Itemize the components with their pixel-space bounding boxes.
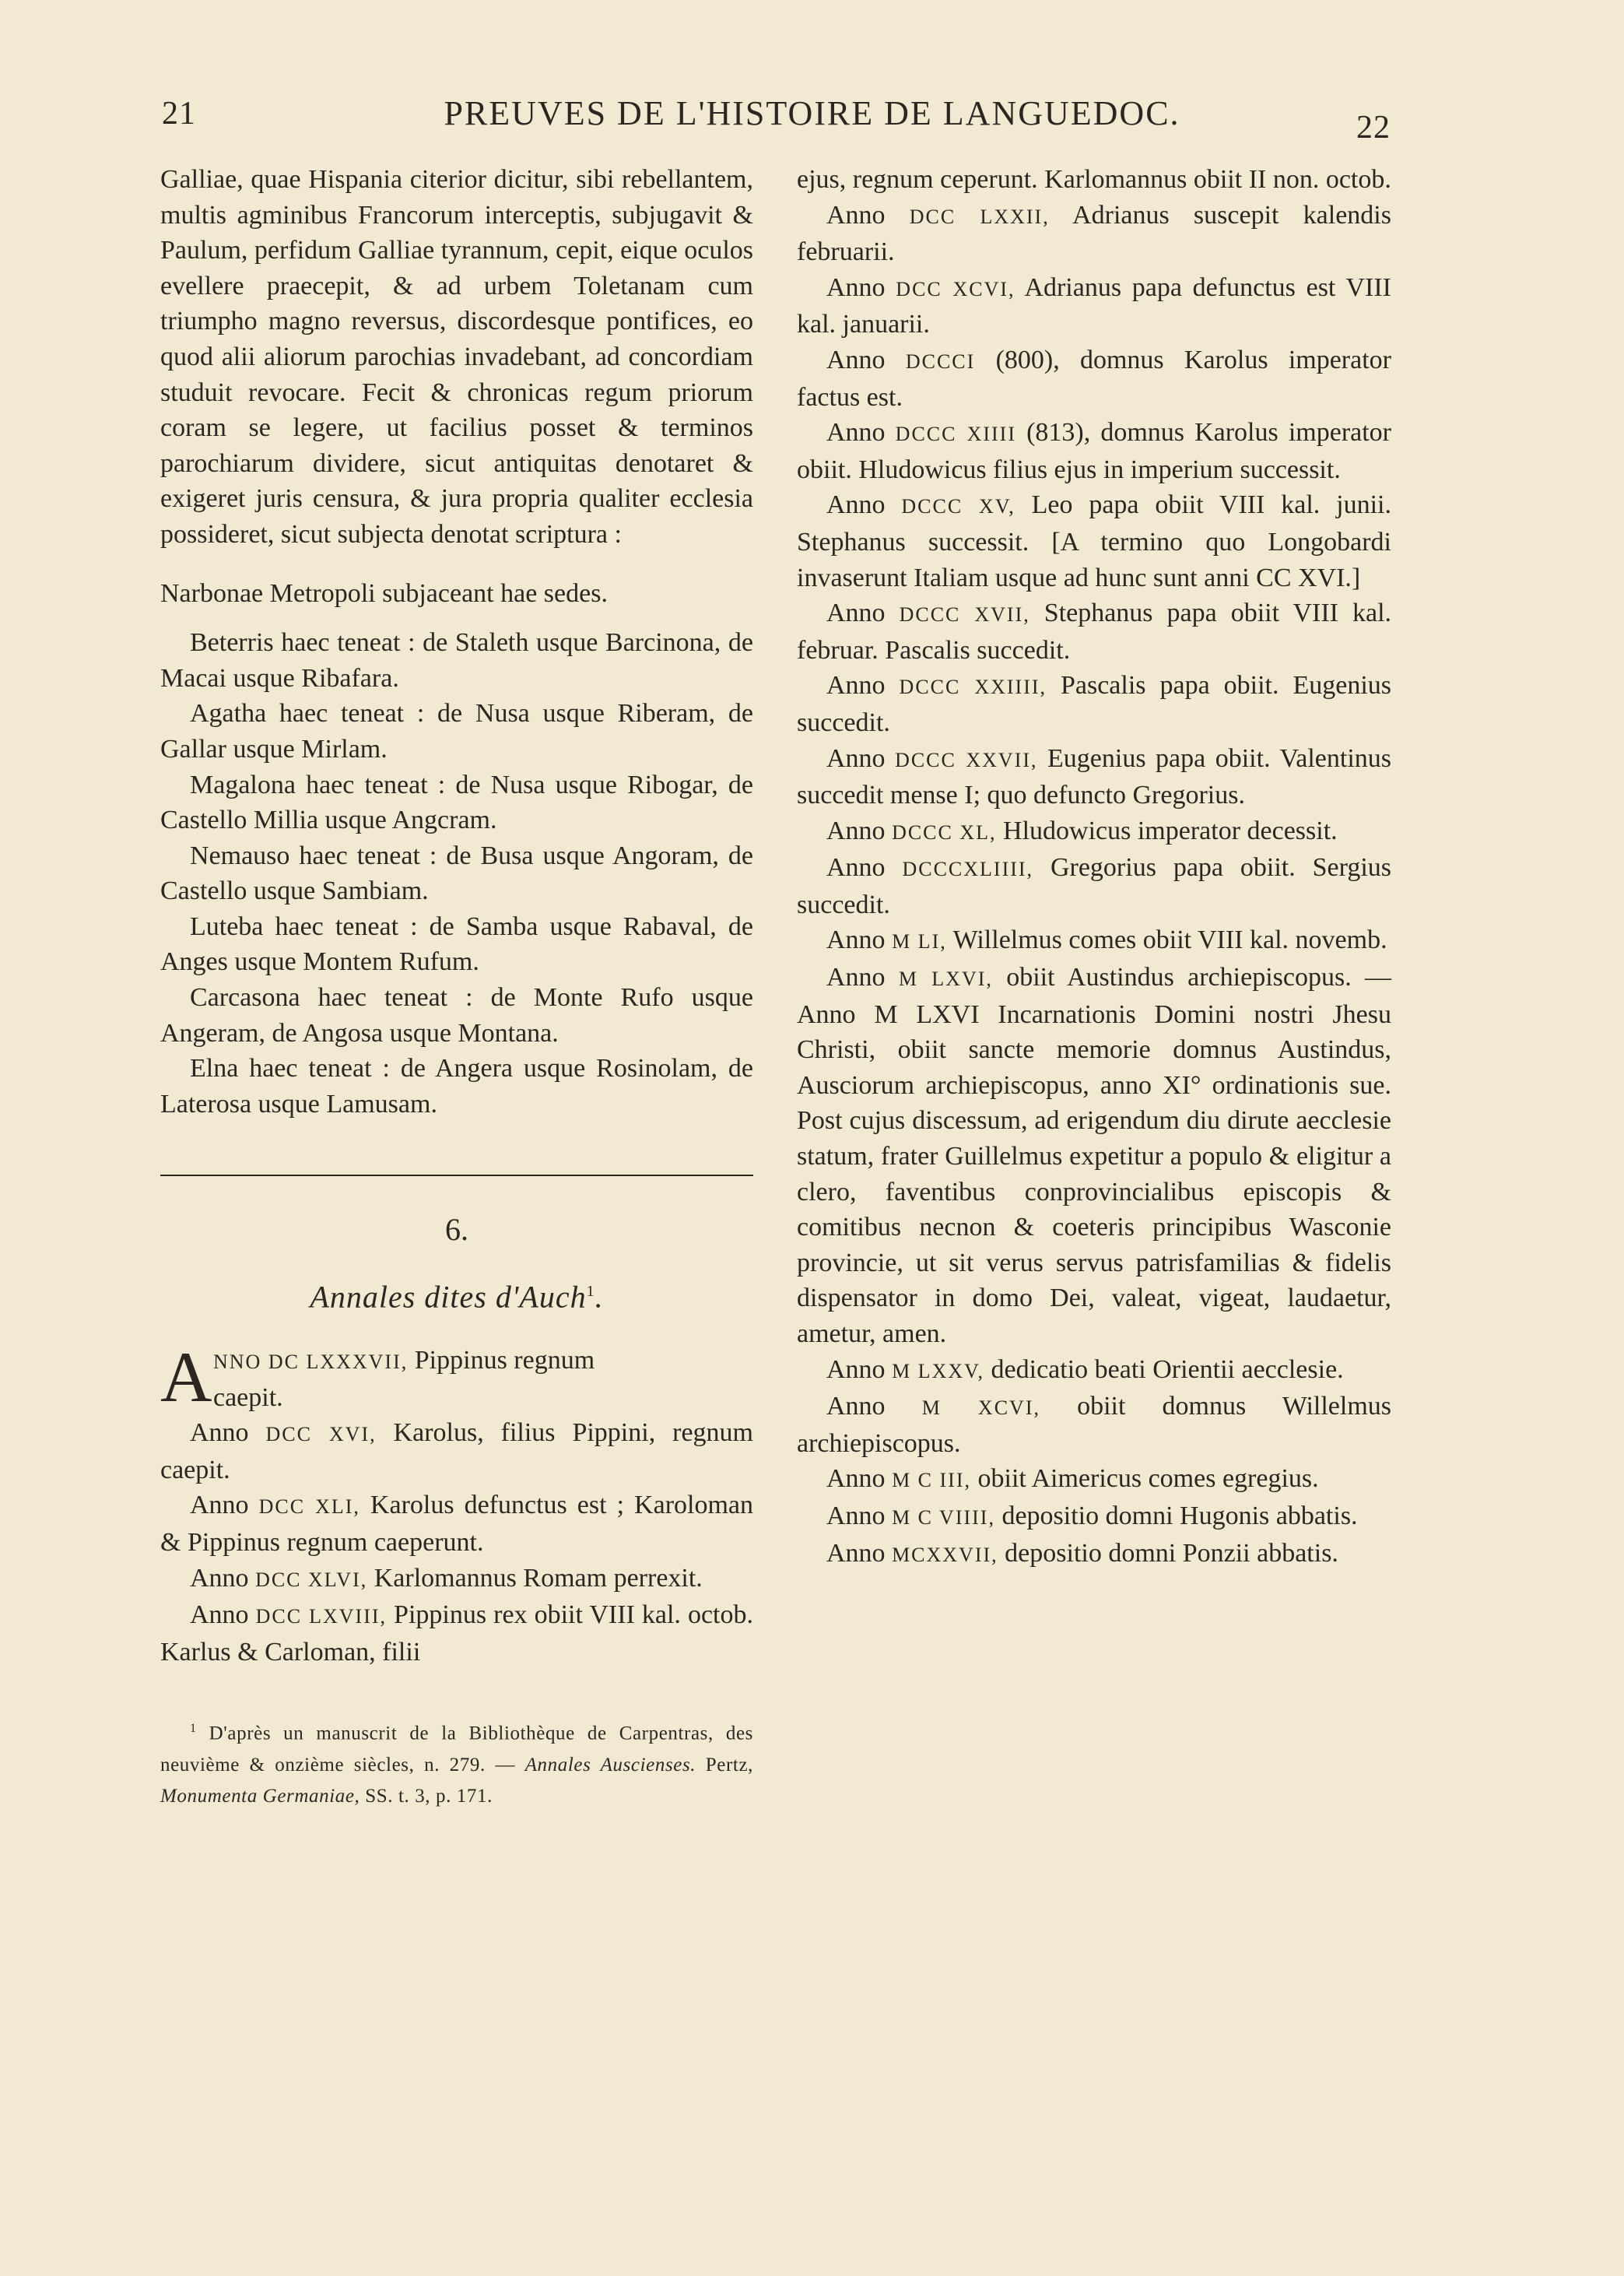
annal-text: Adrianus papa defunctus est VIII kal. januarii.: [797, 272, 1392, 339]
annal-text: obiit Austindus archiepiscopus. — Anno M LXVI Incarnationis Domini nostri Jhesu Christi, obiit sancte memorie domnus Austindus, Ausciorum archiepiscopus, anno XI° ordinationis sue. Post cujus discessum, ad erigendum diu dirute aecclesie statum, frater Guillelmus expetitur a populo & eligitur a clero, faventibus conprovincialibus episcopis & comitibus necnon & coeteris principibus Wasconie provincie, ut sit verus servus patrisfamilias & fidelis dispensator in domo Dei, valeat, vigeat, laudaetur, ametur, amen.: [797, 963, 1392, 1348]
annal-year: DCCC XXVII,: [895, 748, 1038, 771]
annal-entry: [797, 850, 1391, 922]
anno-word: Anno: [826, 418, 886, 448]
anno-word: Anno: [826, 1354, 886, 1384]
drop-cap: A: [160, 1336, 212, 1417]
annal-year: DCCC XXIIII,: [899, 676, 1047, 699]
first-entry-text: Pippinus regnum: [408, 1345, 595, 1375]
annal-text: Gregorius papa obiit. Sergius succedit.: [797, 853, 1392, 919]
annal-text: Hludowicus imperator decessit.: [996, 816, 1338, 845]
annal-year: M LI,: [892, 930, 947, 954]
annal-year: DCC XLI,: [258, 1495, 360, 1519]
annal-year: M LXVI,: [898, 968, 993, 991]
annal-text: Willelmus comes obiit VIII kal. novemb.: [946, 926, 1387, 955]
footnote: [160, 1713, 753, 1811]
annal-entry: [797, 342, 1391, 415]
continuation-paragraph: ejus, regnum ceperunt. Karlomannus obiit II non. octob.: [797, 165, 1391, 194]
annal-text: obiit Aimericus comes egregius.: [971, 1464, 1319, 1494]
annal-year: DCC XCVI,: [896, 277, 1015, 300]
section-number: 6.: [445, 1212, 468, 1248]
annal-entry: [797, 487, 1391, 595]
annal-entry: [160, 1597, 753, 1670]
annal-entry: [797, 1461, 1391, 1498]
section-title-text: Annales dites d'Auch: [310, 1279, 587, 1315]
annal-year: DCCC XVII,: [899, 603, 1030, 627]
first-entry-line2: caepit.: [213, 1382, 283, 1412]
footnote-text: SS. t. 3, p. 171.: [360, 1785, 493, 1807]
annal-year: MCXXVII,: [892, 1543, 998, 1566]
annal-entry: [797, 922, 1391, 960]
annal-text: Karlomannus Romam perrexit.: [367, 1563, 703, 1593]
anno-word: Anno: [826, 272, 886, 302]
anno-word: Anno: [190, 1563, 249, 1593]
anno-word: Anno: [826, 853, 886, 883]
annal-text: obiit domnus Willelmus archiepiscopus.: [797, 1392, 1392, 1458]
annal-entry: [797, 1389, 1391, 1461]
right-column: [797, 162, 1391, 1572]
annal-year: DCCCXLIIII,: [902, 858, 1034, 881]
anno-word: Anno: [826, 743, 886, 773]
footnote-ref: 1: [586, 1283, 595, 1301]
annal-text: (800), domnus Karolus imperator factus est.: [797, 345, 1391, 412]
anno-word: Anno: [190, 1491, 249, 1520]
anno-word: Anno: [826, 490, 886, 520]
annal-entry: [797, 1536, 1391, 1573]
anno-word: Anno: [826, 1464, 886, 1494]
section-divider: [160, 1175, 753, 1176]
sedes-item: Luteba haec teneat : de Samba usque Rabaval, de Anges usque Montem Rufum.: [160, 911, 753, 977]
sedes-item: Agatha haec teneat : de Nusa usque Riberam, de Gallar usque Mirlam.: [160, 699, 753, 764]
annal-entry: [160, 1561, 753, 1598]
annal-entry: [797, 1352, 1391, 1389]
annal-text: Pippinus rex obiit VIII kal. octob. Karlus & Carloman, filii: [160, 1600, 754, 1667]
annal-year: DCC XVI,: [265, 1423, 377, 1446]
annal-entry: [797, 198, 1391, 270]
anno-word: Anno: [826, 816, 886, 845]
sedes-item: Nemauso haec teneat : de Busa usque Angoram, de Castello usque Sambiam.: [160, 841, 753, 906]
right-page-number: 22: [1356, 110, 1391, 146]
sedes-list: [160, 625, 753, 1122]
annal-text: Stephanus papa obiit VIII kal. februar. Pascalis succedit.: [797, 599, 1392, 665]
section-title: Annales dites d'Auch$^1$.: [310, 1279, 604, 1315]
annal-year: M LXXV,: [892, 1359, 985, 1382]
annal-entry: [797, 595, 1391, 668]
sedes-item: Beterris haec teneat : de Staleth usque Barcinona, de Macai usque Ribafara.: [160, 628, 753, 693]
annal-text: Eugenius papa obiit. Valentinus succedit mense I; quo defuncto Gregorius.: [797, 743, 1391, 810]
annal-year: DCCC XL,: [892, 820, 997, 844]
anno-word: Anno: [826, 599, 886, 628]
left-page-number: 21: [162, 96, 196, 132]
anno-word: Anno: [190, 1600, 249, 1630]
anno-word: Anno: [826, 963, 886, 992]
annal-year: DCCCI: [905, 349, 976, 373]
anno-word: Anno: [826, 926, 886, 955]
annal-entry: [797, 741, 1391, 813]
anno-word: Anno: [826, 1501, 886, 1530]
footnote-text: Pertz,: [696, 1754, 753, 1775]
annal-text: depositio domni Hugonis abbatis.: [994, 1501, 1358, 1530]
running-title: PREUVES DE L'HISTOIRE DE LANGUEDOC.: [444, 94, 1180, 132]
annal-year: DCC XLVI,: [255, 1568, 368, 1591]
footnote-text: D'après un manuscrit de la Bibliothèque de Carpentras, des neuvième & onzième siècles, n. 279. —: [160, 1723, 753, 1775]
annal-entry: [797, 415, 1391, 487]
anno-word: Anno: [826, 1538, 886, 1568]
anno-word: Anno: [826, 345, 886, 374]
anno-word: Anno: [826, 1392, 886, 1421]
sedes-item: Carcasona haec teneat : de Monte Rufo usque Angeram, de Angosa usque Montana.: [160, 983, 753, 1048]
footnote-title: Annales Auscienses.: [524, 1754, 696, 1775]
annal-entry: [797, 813, 1391, 851]
annal-entry: [160, 1415, 753, 1487]
annal-year: DCC LXXII,: [909, 205, 1050, 228]
annal-text: depositio domni Ponzii abbatis.: [998, 1538, 1338, 1568]
annal-entry: [797, 668, 1391, 740]
sedes-item: Elna haec teneat : de Angera usque Rosinolam, de Laterosa usque Lamusam.: [160, 1054, 753, 1119]
annal-year: M C VIIII,: [892, 1505, 995, 1529]
anno-word: Anno: [190, 1418, 249, 1448]
annal-year: DCCC XV,: [901, 495, 1015, 518]
annal-entry: [797, 1498, 1391, 1536]
left-column: [160, 162, 753, 1812]
annal-text: Karolus defunctus est ; Karoloman & Pippinus regnum caeperunt.: [160, 1491, 754, 1557]
first-annal-entry: [160, 1336, 753, 1417]
annal-text: Adrianus suscepit kalendis februarii.: [797, 200, 1391, 267]
right-annals-list: [797, 198, 1391, 1573]
annal-text: Leo papa obiit VIII kal. junii. Stephanus successit. [A termino quo Longobardi invaserunt Italiam usque ad hunc sunt anni CC XVI.]: [797, 490, 1391, 592]
annal-entry: [797, 960, 1391, 1352]
first-entry-year: NNO DC LXXXVII,: [213, 1350, 409, 1373]
anno-word: Anno: [826, 671, 886, 701]
annal-text: (813), domnus Karolus imperator obiit. Hludowicus filius ejus in imperium successit.: [797, 418, 1392, 484]
footnote-work: Monumenta Germaniae,: [160, 1785, 360, 1807]
annal-year: DCC LXVIII,: [255, 1605, 388, 1628]
annal-year: DCCC XIIII: [895, 423, 1016, 446]
annal-entry: [160, 1487, 753, 1560]
annal-text: dedicatio beati Orientii aecclesie.: [984, 1354, 1344, 1384]
annal-entry: [797, 270, 1391, 342]
anno-word: Anno: [826, 200, 886, 230]
annal-year: M C III,: [892, 1469, 971, 1492]
intro-paragraph: Galliae, quae Hispania citerior dicitur, sibi rebellantem, multis agminibus Francorum interceptis, subjugavit & Paulum, perfidum Galliae tyrannum, cepit, eique oculos evellere praecepit, & ad urbem Toletanam cum triumpho magno reversus, discordesque pontifices, eo quod alii aliorum parochias invadebant, ad concordiam studuit revocare. Fecit & chronicas regum priorum coram se legere, ut facilius posset & terminos parochiarum dividere, sicut antiquitas denotaret & exigeret juris censura, & jura propria qualiter ecclesia possideret, sicut subjecta denotat scriptura :: [160, 165, 753, 549]
annal-text: Karolus, filius Pippini, regnum caepit.: [160, 1418, 753, 1484]
sedes-heading: Narbonae Metropoli subjaceant hae sedes.: [160, 578, 608, 608]
footnote-mark: 1: [190, 1722, 197, 1736]
annal-text: Pascalis papa obiit. Eugenius succedit.: [797, 671, 1391, 737]
sedes-item: Magalona haec teneat : de Nusa usque Ribogar, de Castello Millia usque Angcram.: [160, 770, 753, 835]
annal-year: M XCVI,: [921, 1396, 1040, 1420]
